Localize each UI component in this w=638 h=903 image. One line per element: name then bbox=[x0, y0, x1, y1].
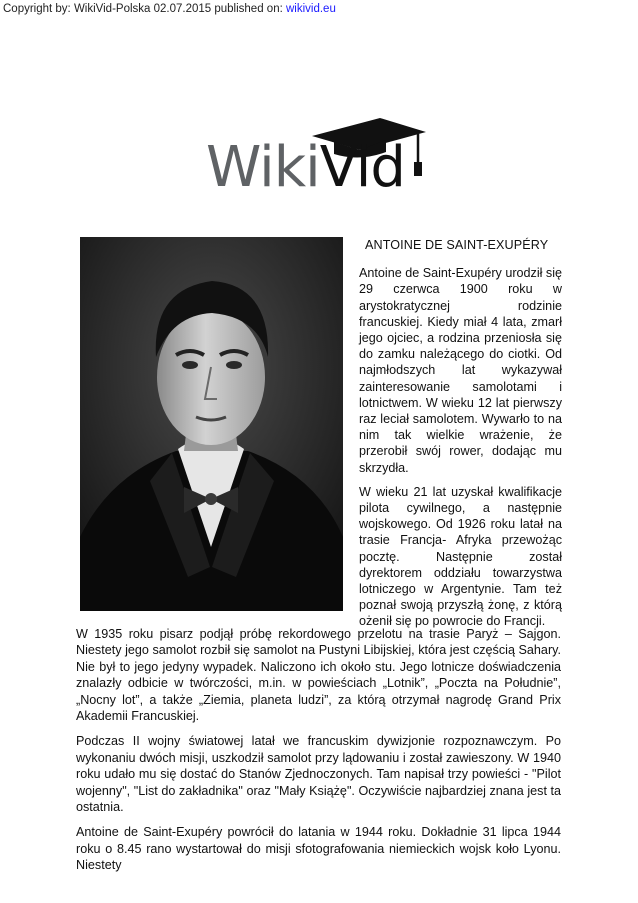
main-paragraph-1: W 1935 roku pisarz podjął próbę rekordowego przelotu na trasie Paryż – Sajgon. Niestety jego samolot rozbił się samolot na Pustyni Libijskiej, która jest częścią Sahary. Nie był to jego jedyny wypadek. Naliczono ich około stu. Jego lotnicze doświadczenia znalazły odbicie w twórczości, m.in. w powieściach „Lotnik”, „Poczta na Południe”, „Nocny lot”, a także „Ziemia, planeta ludzi”, za którą otrzymał nagrodę Grand Prix Akademii Francuskiej. bbox=[76, 627, 561, 724]
portrait-illustration bbox=[80, 237, 343, 611]
article-title: ANTOINE DE SAINT-EXUPÉRY bbox=[365, 238, 549, 252]
logo-text-wiki: Wiki bbox=[206, 135, 320, 198]
wikivid-logo bbox=[200, 112, 440, 198]
svg-text:WikiVid bbox=[206, 135, 405, 198]
side-paragraph-2: W wieku 21 lat uzyskał kwalifikacje pilota cywilnego, a następnie wojskowego. Od 1926 roku latał na trasie Francja- Afryka przewożąc pocztę. Następnie został dyrektorem oddziału towarzystwa lotniczego w Argentynie. Tam też poznał swoją przyszłą żonę, z którą ożenił się po powrocie do Francji. bbox=[359, 484, 562, 629]
side-column bbox=[359, 237, 562, 638]
copyright-text: Copyright by: WikiVid-Polska 02.07.2015 published on: bbox=[3, 3, 283, 15]
logo-text-vid: Vid bbox=[319, 135, 405, 198]
wikivid-link[interactable]: wikivid.eu bbox=[286, 3, 336, 15]
side-paragraph-1: Antoine de Saint-Exupéry urodził się 29 czerwca 1900 roku w arystokratycznej rodzinie francuskiej. Kiedy miał 4 lata, zmarł jego ojciec, a rodzina przeniosła się do zamku należącego do ciotki. Od najmłodszych lat wykazywał zainteresowanie samolotami i lotnictwem. W wieku 12 lat pierwszy raz leciał samolotem. Wywarło to na nim tak wielkie wrażenie, że przerobił swój rower, dodając mu skrzydła. bbox=[359, 266, 563, 475]
main-text bbox=[76, 626, 561, 883]
copyright-notice bbox=[3, 3, 336, 15]
author-portrait bbox=[80, 237, 343, 611]
main-paragraph-2: Podczas II wojny światowej latał we francuskim dywizjonie rozpoznawczym. Po wykonaniu dwóch misji, uszkodził samolot przy lądowaniu i został zawieszony. W 1940 roku udało mu się dostać do Stanów Zjednoczonych. Tam napisał trzy powieści - "Pilot wojenny", "List do zakładnika" oraz "Mały Książę". Oczywiście najbardziej znana jest ta ostatnia. bbox=[76, 734, 561, 815]
main-paragraph-3: Antoine de Saint-Exupéry powrócił do latania w 1944 roku. Dokładnie 31 lipca 1944 roku o 8.45 rano wystartował do misji sfotografowania niemieckich wojsk koło Lyonu. Niestety bbox=[76, 825, 561, 873]
